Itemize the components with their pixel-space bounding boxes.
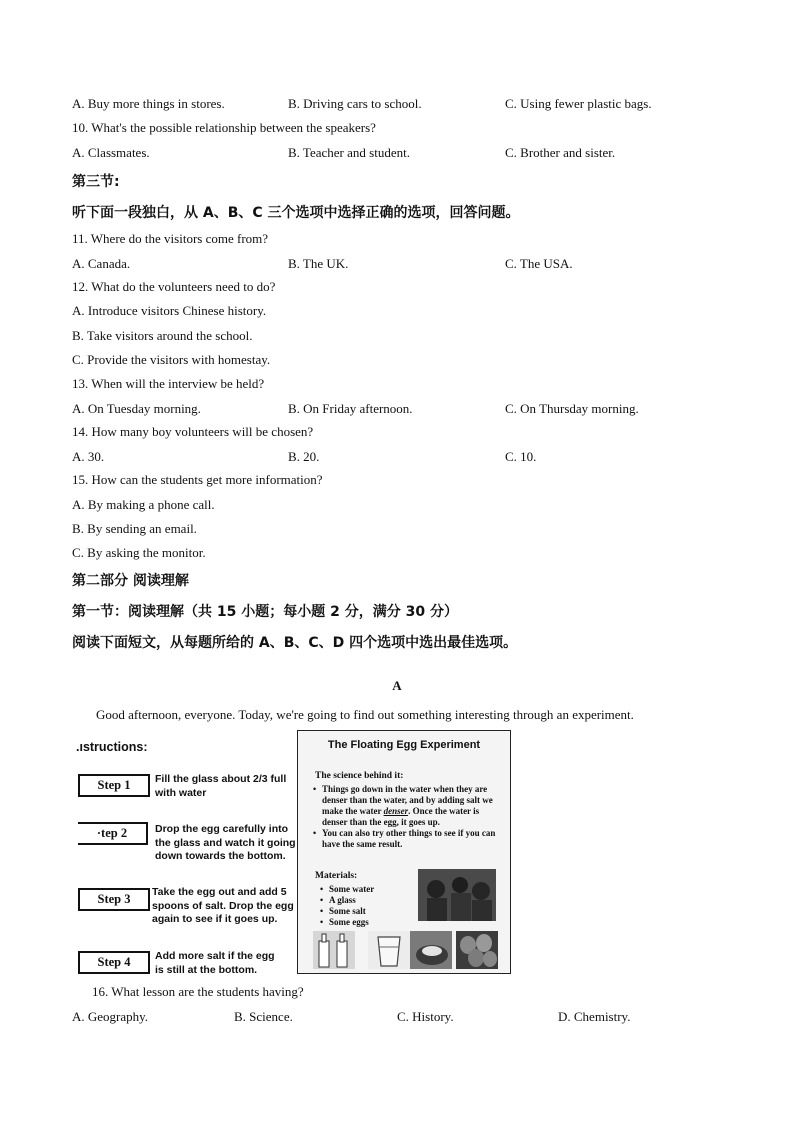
material-item: • A glass (320, 895, 374, 906)
step-1-box: Step 1 (78, 774, 150, 797)
emphasized-word: denser (383, 806, 409, 816)
q10-option-c: C. Brother and sister. (505, 145, 616, 160)
step-3-text: Take the egg out and add 5 spoons of salt. Drop the egg again to see if it goes up. (152, 886, 294, 925)
step-4-box: Step 4 (78, 951, 150, 974)
material-item: • Some salt (320, 906, 374, 917)
section3-heading: 第三节: (72, 174, 120, 190)
salt-photo (410, 931, 452, 969)
classroom-photo (418, 869, 496, 921)
q11-option-b: B. The UK. (288, 256, 349, 271)
q14-question: 14. How many boy volunteers will be chosen? (72, 424, 314, 439)
q15-option-c: C. By asking the monitor. (72, 545, 206, 560)
q9-option-a: A. Buy more things in stores. (72, 96, 225, 111)
q10-option-a: A. Classmates. (72, 145, 150, 160)
part2-heading: 第二部分 阅读理解 (72, 573, 189, 589)
q10-question: 10. What's the possible relationship between the speakers? (72, 120, 376, 135)
q14-option-b: B. 20. (288, 449, 320, 464)
step-3-box: Step 3 (78, 888, 150, 911)
part2-section1: 第一节：阅读理解（共 15 小题；每小题 2 分，满分 30 分） (72, 604, 458, 620)
q14-option-a: A. 30. (72, 449, 105, 464)
q15-option-b: B. By sending an email. (72, 521, 197, 536)
part2-instruction: 阅读下面短文，从每题所给的 A、B、C、D 四个选项中选出最佳选项。 (72, 635, 518, 651)
q16-question: 16. What lesson are the students having? (92, 984, 304, 999)
glass-photo (368, 931, 410, 969)
section3-instruction: 听下面一段独白，从 A、B、C 三个选项中选择正确的选项，回答问题。 (72, 205, 520, 221)
step-1-text: Fill the glass about 2/3 full with water (155, 773, 287, 799)
material-item: • Some eggs (320, 917, 374, 928)
q14-option-c: C. 10. (505, 449, 537, 464)
q16-option-d: D. Chemistry. (558, 1009, 631, 1024)
q10-option-b: B. Teacher and student. (288, 145, 410, 160)
q12-question: 12. What do the volunteers need to do? (72, 279, 276, 294)
step-2-text: Drop the egg carefully into the glass and watch it going down towards the bottom. (155, 823, 296, 862)
passage-letter: A (392, 678, 402, 693)
science-point-1: • Things go down in the water when they are denser than the water, and by adding salt we make the water denser. Once the water is denser than the egg, it goes up. (313, 784, 505, 828)
bottles-photo (313, 931, 355, 969)
q11-option-c: C. The USA. (505, 256, 573, 271)
q16-option-b: B. Science. (234, 1009, 293, 1024)
instructions-title: .ıstructions: (76, 740, 148, 754)
science-point-2: • You can also try other things to see if you can have the same result. (313, 828, 505, 850)
eggs-photo (456, 931, 498, 969)
experiment-poster (297, 730, 511, 974)
passage-intro: Good afternoon, everyone. Today, we're going to find out something interesting through an experiment. (96, 707, 634, 722)
materials-heading: Materials: (315, 871, 358, 881)
q16-option-c: C. History. (397, 1009, 454, 1024)
q11-option-a: A. Canada. (72, 256, 131, 271)
experiment-title: The Floating Egg Experiment (327, 739, 481, 751)
q13-option-c: C. On Thursday morning. (505, 401, 639, 416)
q16-option-a: A. Geography. (72, 1009, 149, 1024)
q12-option-a: A. Introduce visitors Chinese history. (72, 303, 267, 318)
q13-question: 13. When will the interview be held? (72, 376, 265, 391)
q12-option-c: C. Provide the visitors with homestay. (72, 352, 271, 367)
step-4-text: Add more salt if the egg is still at the bottom. (155, 950, 275, 976)
q13-option-b: B. On Friday afternoon. (288, 401, 413, 416)
q13-option-a: A. On Tuesday morning. (72, 401, 201, 416)
q15-question: 15. How can the students get more information? (72, 472, 323, 487)
q11-question: 11. Where do the visitors come from? (72, 231, 269, 246)
q12-option-b: B. Take visitors around the school. (72, 328, 253, 343)
science-heading: The science behind it: (315, 771, 404, 781)
material-item: • Some water (320, 884, 374, 895)
q9-option-c: C. Using fewer plastic bags. (505, 96, 652, 111)
materials-list (320, 884, 374, 928)
step-2-box: ·tep 2 (78, 822, 148, 845)
q9-option-b: B. Driving cars to school. (288, 96, 422, 111)
science-points (313, 784, 505, 850)
q15-option-a: A. By making a phone call. (72, 497, 215, 512)
